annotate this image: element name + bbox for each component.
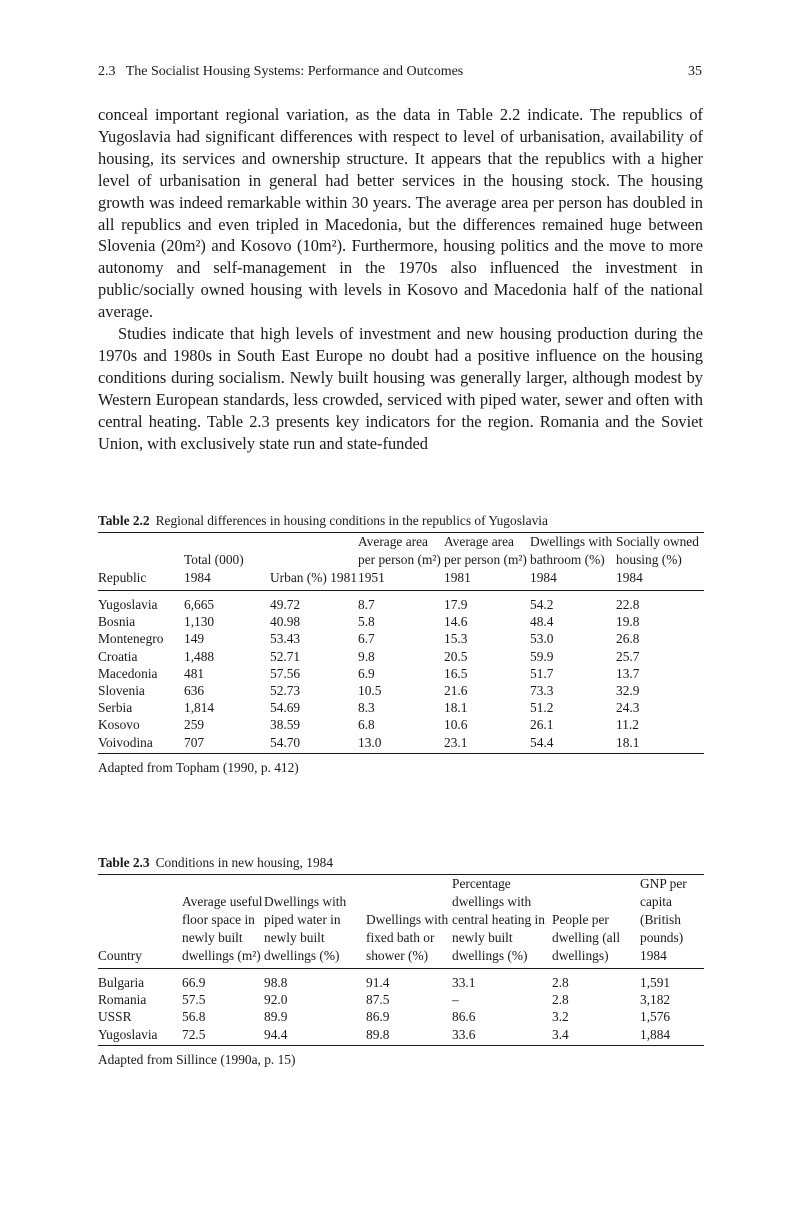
column-header: Republic [98,570,147,585]
table-cell: 10.5 [358,683,382,699]
table-cell: 89.8 [366,1026,390,1042]
table-cell: 56.8 [182,1009,206,1025]
table-label: Table 2.2 [98,513,150,528]
table-cell: 53.0 [530,631,554,647]
table-cell: 18.1 [616,734,640,750]
table-cell: 25.7 [616,648,640,664]
column-header: Total (000) 1984 [184,552,244,585]
table-cell: 57.5 [182,992,206,1008]
table-cell: 1,591 [640,975,671,990]
table-label: Table 2.3 [98,855,150,870]
column-header: Percentage dwellings with central heating in newly built dwellings (%) [452,876,545,963]
table-cell: 24.3 [616,700,640,716]
row-label-cell: Macedonia [98,665,158,681]
table-cell: 10.6 [444,717,468,733]
row-label-cell: Montenegro [98,631,164,647]
row-label-cell: Slovenia [98,683,145,699]
table-cell: 66.9 [182,975,206,990]
table-cell: 6.7 [358,631,375,647]
table-cell: 1,130 [184,614,215,630]
column-header: Dwellings with fixed bath or shower (%) [366,912,449,963]
column-header: People per dwelling (all dwellings) [552,912,621,963]
table-row [98,630,704,647]
row-label-cell: USSR [98,1009,132,1025]
table-cell: 86.9 [366,1009,390,1025]
table-cell: 52.71 [270,648,301,664]
table-cell: 17.9 [444,597,468,612]
table-cell: 33.1 [452,975,476,990]
table-cell: 52.73 [270,683,301,699]
table-cell: 48.4 [530,614,554,630]
table-cell: 259 [184,717,205,733]
row-label-cell: Bulgaria [98,975,145,990]
table-header-row [98,533,704,591]
table-2-2 [98,513,704,776]
table-cell: 3.4 [552,1026,569,1042]
running-head [98,64,702,80]
table-cell: 11.2 [616,717,639,733]
table-cell: 72.5 [182,1026,206,1042]
table-cell: 3.2 [552,1009,569,1025]
table-cell: 6.8 [358,717,375,733]
table-cell: 33.6 [452,1026,476,1042]
table-cell: 89.9 [264,1009,288,1025]
table-cell: 707 [184,734,205,750]
housing-conditions-table [98,532,704,754]
row-label-cell: Voivodina [98,734,153,750]
table-cell: 1,814 [184,700,215,716]
body-text [98,104,703,455]
paragraph-1: conceal important regional variation, as the data in Table 2.2 indicate. The republics of Yugoslavia had significant differences with respect to level of urbanisation, availability of housing, its services and ownership structure. It appears that the republics with a higher level of urbanisation in general had better services in the housing stock. The housing growth was indeed remarkable within 30 years. The average area per person has doubled in all republics and even tripled in Macedonia, but the differences remained huge between Slovenia (20m²) and Kosovo (10m²). Furthermore, housing politics and the move to more autonomy and self-management in the 1970s also influenced the investment in public/socially owned housing with levels in Kosovo and Macedonia half of the national average. [98,105,703,322]
table-cell: 13.0 [358,734,382,750]
row-label-cell: Yugoslavia [98,1026,158,1042]
table-row [98,613,704,630]
table-cell: 20.5 [444,648,468,664]
table-cell: 18.1 [444,700,468,716]
row-label-cell: Serbia [98,700,133,716]
table-cell: 481 [184,665,205,681]
table-cell: 54.70 [270,734,301,750]
table-cell: 87.5 [366,992,390,1008]
column-header: Country [98,948,142,963]
table-cell: 98.8 [264,975,288,990]
column-header: Average area per person (m²) 1981 [444,534,527,585]
table-row [98,991,704,1008]
table-cell: 19.8 [616,614,640,630]
table-title: Regional differences in housing conditions in the republics of Yugoslavia [155,513,548,528]
column-header: Urban (%) 1981 [270,570,358,585]
table-cell: 53.43 [270,631,301,647]
table-cell: 86.6 [452,1009,476,1025]
table-cell: 636 [184,683,205,699]
table-cell: – [452,992,459,1008]
table-row [98,1008,704,1025]
table-row [98,591,704,614]
table-cell: 1,488 [184,648,215,664]
table-cell: 8.7 [358,597,375,612]
table-cell: 13.7 [616,665,640,681]
column-header: Dwellings with piped water in newly built dwellings (%) [264,894,347,963]
column-header: GNP per capita (British pounds) 1984 [640,876,687,963]
table-cell: 54.2 [530,597,554,612]
table-cell: 6,665 [184,597,215,612]
row-label-cell: Yugoslavia [98,597,158,612]
table-cell: 32.9 [616,683,640,699]
table-cell: 73.3 [530,683,554,699]
table-cell: 23.1 [444,734,468,750]
table-row [98,716,704,733]
column-header: Socially owned housing (%) 1984 [616,534,699,585]
table-2-3 [98,855,704,1068]
row-label-cell: Croatia [98,648,138,664]
table-row [98,734,704,754]
table-cell: 26.1 [530,717,554,733]
table-header-row [98,875,704,969]
column-header: Dwellings with bathroom (%) 1984 [530,534,613,585]
table-cell: 6.9 [358,665,375,681]
column-header: Average area per person (m²) 1951 [358,534,441,585]
row-label-cell: Romania [98,992,147,1008]
table-cell: 49.72 [270,597,301,612]
table-row [98,682,704,699]
row-label-cell: Kosovo [98,717,140,733]
table-source: Adapted from Topham (1990, p. 412) [98,759,299,775]
table-cell: 94.4 [264,1026,288,1042]
new-housing-table [98,874,704,1046]
table-title: Conditions in new housing, 1984 [155,855,334,870]
column-header: Average useful floor space in newly built dwellings (m²) [182,894,263,963]
table-cell: 59.9 [530,648,554,664]
table-cell: 149 [184,631,205,647]
table-cell: 26.8 [616,631,640,647]
table-row [98,969,704,992]
table-caption [98,513,704,529]
table-cell: 51.7 [530,665,554,681]
paragraph-2: Studies indicate that high levels of investment and new housing production during the 1970s and 1980s in South East Europe no doubt had a positive influence on the housing conditions during socialism. Newly built housing was generally larger, although modest by Western European standards, less crowded, serviced with piped water, sewer and often with central heating. Table 2.3 presents key indicators for the region. Romania and the Soviet Union, with exclusively state run and state-funded [98,324,703,453]
table-cell: 51.2 [530,700,554,716]
table-cell: 21.6 [444,683,468,699]
table-cell: 3,182 [640,992,671,1008]
table-caption [98,855,704,871]
table-row [98,699,704,716]
row-label-cell: Bosnia [98,614,136,630]
table-row [98,665,704,682]
table-cell: 5.8 [358,614,375,630]
table-cell: 15.3 [444,631,468,647]
table-cell: 22.8 [616,597,640,612]
table-cell: 40.98 [270,614,301,630]
table-cell: 1,576 [640,1009,671,1025]
table-cell: 92.0 [264,992,288,1008]
table-cell: 1,884 [640,1026,671,1042]
table-source: Adapted from Sillince (1990a, p. 15) [98,1051,296,1067]
table-cell: 16.5 [444,665,468,681]
table-cell: 57.56 [270,665,301,681]
table-cell: 14.6 [444,614,468,630]
table-row [98,1026,704,1046]
table-cell: 54.4 [530,734,554,750]
table-row [98,648,704,665]
table-cell: 8.3 [358,700,375,716]
table-cell: 91.4 [366,975,390,990]
table-cell: 2.8 [552,975,569,990]
table-cell: 38.59 [270,717,301,733]
table-cell: 9.8 [358,648,375,664]
page-number: 35 [688,64,702,79]
table-cell: 2.8 [552,992,569,1008]
section-title: 2.3 The Socialist Housing Systems: Performance and Outcomes [98,64,464,79]
table-cell: 54.69 [270,700,301,716]
